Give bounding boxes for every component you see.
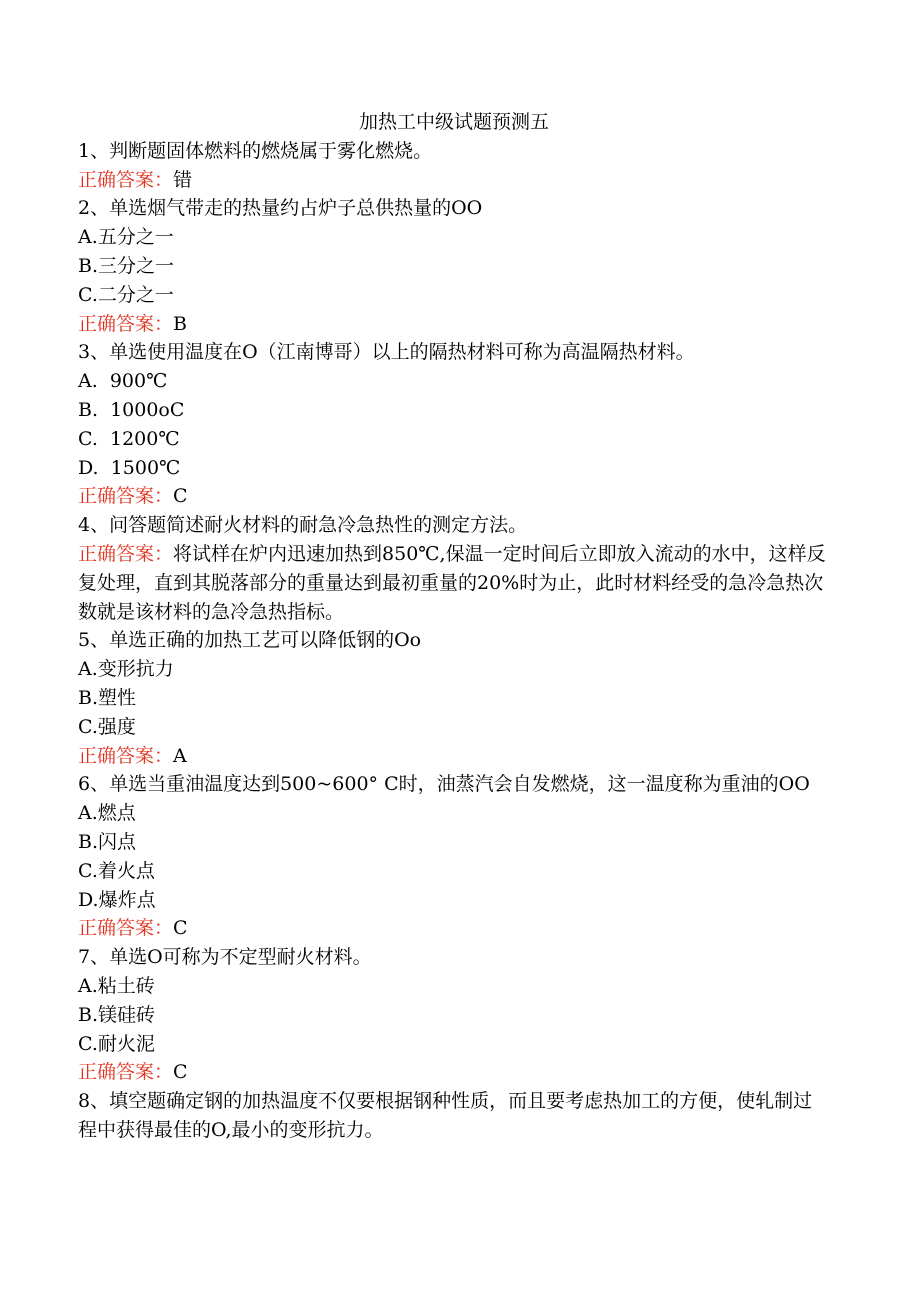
option-a: A.五分之一 (78, 226, 174, 249)
question-4 (78, 511, 830, 626)
answer-label: 正确答案： (78, 917, 174, 940)
answer-value: 错 (173, 168, 193, 191)
question-stem: 6、单选当重油温度达到500~600° C时，油蒸汽会自发燃烧，这一温度称为重油的OO (78, 773, 810, 796)
question-stem: 4、问答题简述耐火材料的耐急冷急热性的测定方法。 (78, 514, 528, 537)
option-b: B.镁硅砖 (78, 1003, 156, 1026)
option-c: C.着火点 (78, 859, 155, 882)
option-a: A. 900℃ (78, 370, 168, 393)
answer-line (78, 914, 830, 943)
question-7 (78, 943, 830, 1087)
answer-label: 正确答案： (78, 168, 174, 191)
option-b: B.三分之一 (78, 254, 175, 277)
question-2 (78, 194, 830, 338)
question-8 (78, 1087, 830, 1145)
option-a: A.燃点 (78, 802, 136, 825)
document-page (78, 108, 830, 1145)
question-stem: 8、填空题确定钢的加热温度不仅要根据钢种性质，而且要考虑热加工的方便，使轧制过程中获得最佳的O,最小的变形抗力。 (78, 1090, 813, 1141)
question-6 (78, 770, 830, 943)
option-d: D.爆炸点 (78, 888, 156, 911)
option-c: C.耐火泥 (78, 1032, 155, 1055)
answer-value: C (173, 917, 188, 940)
question-1 (78, 137, 830, 195)
question-stem: 2、单选烟气带走的热量约占炉子总供热量的OO (78, 197, 483, 220)
question-stem: 7、单选O可称为不定型耐火材料。 (78, 946, 372, 969)
answer-line (78, 166, 830, 195)
question-5 (78, 626, 830, 770)
answer-value: C (173, 485, 188, 508)
answer-line (78, 310, 830, 339)
option-b: B.塑性 (78, 686, 137, 709)
answer-value: A (173, 744, 187, 767)
answer-line (78, 482, 830, 511)
answer-line (78, 540, 830, 626)
option-b: B. 1000oC (78, 398, 185, 421)
option-b: B.闪点 (78, 830, 137, 853)
option-c: C. 1200℃ (78, 427, 180, 450)
option-d: D. 1500℃ (78, 456, 181, 479)
question-stem: 5、单选正确的加热工艺可以降低钢的Oo (78, 629, 422, 652)
answer-label: 正确答案： (78, 744, 174, 767)
answer-label: 正确答案： (78, 542, 174, 565)
answer-value: C (173, 1061, 188, 1084)
option-a: A.粘土砖 (78, 974, 155, 997)
question-3 (78, 338, 830, 511)
answer-line (78, 1058, 830, 1087)
answer-value: 将试样在炉内迅速加热到850℃,保温一定时间后立即放入流动的水中，这样反复处理，直到其脱落部分的重量达到最初重量的20%时为止，此时材料经受的急冷急热次数就是该材料的急冷急热指标。 (78, 542, 826, 623)
answer-label: 正确答案： (78, 485, 174, 508)
document-title: 加热工中级试题预测五 (358, 111, 549, 133)
answer-line (78, 742, 830, 771)
answer-label: 正确答案： (78, 312, 174, 335)
answer-label: 正确答案： (78, 1061, 174, 1084)
answer-value: B (173, 312, 187, 335)
question-stem: 1、判断题固体燃料的燃烧属于雾化燃烧。 (78, 139, 433, 162)
question-stem: 3、单选使用温度在O（江南博哥）以上的隔热材料可称为高温隔热材料。 (78, 341, 695, 364)
option-c: C.强度 (78, 715, 136, 738)
option-c: C.二分之一 (78, 283, 174, 306)
option-a: A.变形抗力 (78, 658, 174, 681)
